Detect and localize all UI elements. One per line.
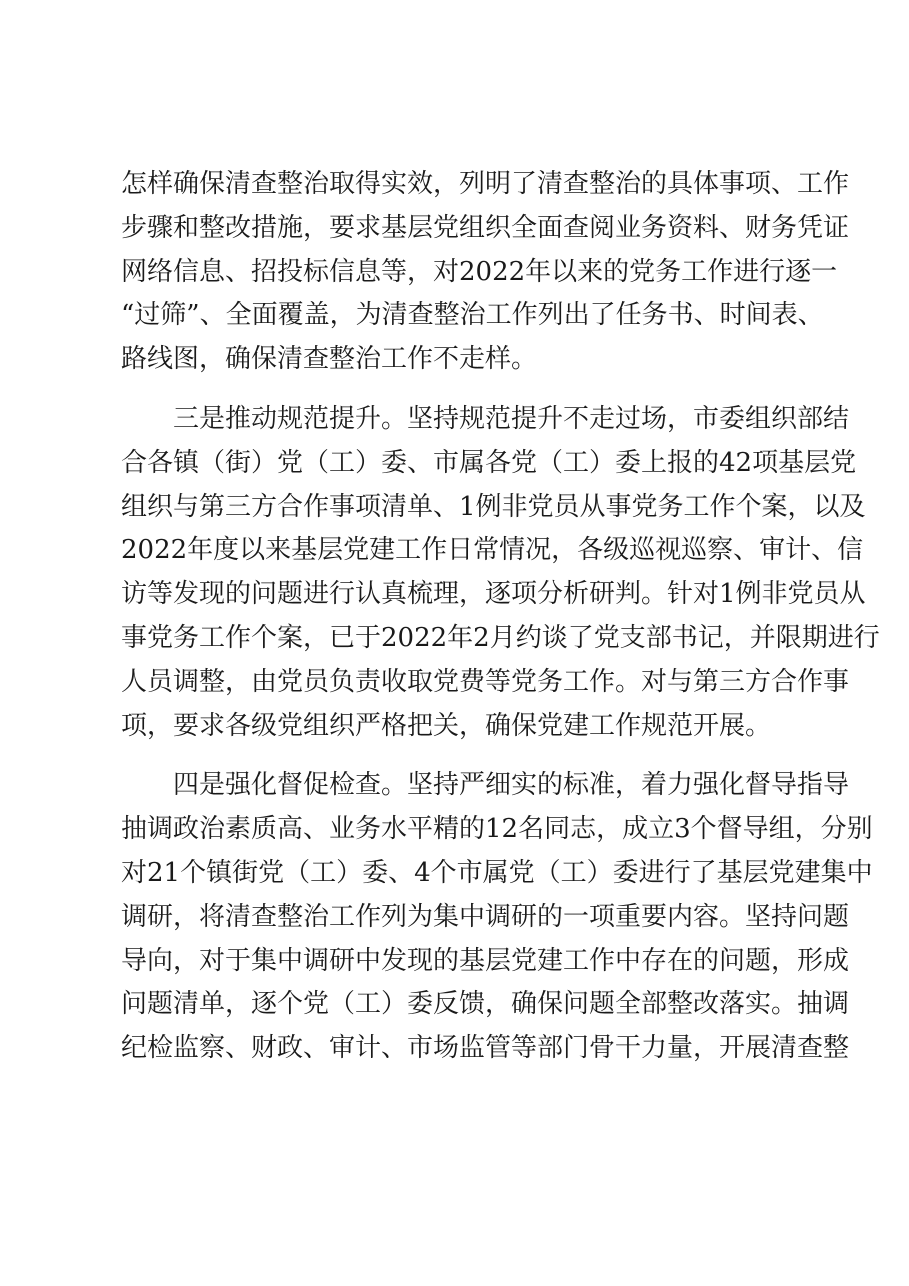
text-line: 四是强化督促检查。坚持严细实的标准，着力强化督导指导 (173, 770, 850, 801)
text-line: 怎样确保清查整治取得实效，列明了清查整治的具体事项、工作 (121, 169, 850, 199)
document-body (121, 163, 880, 1071)
paragraph-3 (121, 764, 873, 1071)
paragraph-2 (121, 398, 880, 748)
text-line: 网络信息、招投标信息等，对2022年以来的党务工作进行逐一 (121, 256, 838, 287)
text-line: 访等发现的问题进行认真梳理，逐项分析研判。针对1例非党员从 (121, 579, 866, 610)
text-line: 问题清单，逐个党（工）委反馈，确保问题全部整改落实。抽调 (121, 989, 850, 1020)
paragraph-gap (121, 382, 821, 398)
text-line: 项，要求各级党组织严格把关，确保党建工作规范开展。 (121, 710, 772, 741)
text-line: 事党务工作个案，已于2022年2月约谈了党支部书记，并限期进行 (121, 622, 880, 653)
text-line: 路线图，确保清查整治工作不走样。 (121, 344, 538, 375)
text-line: 步骤和整改措施，要求基层党组织全面查阅业务资料、财务凭证 (121, 212, 850, 243)
text-line: 组织与第三方合作事项清单、1例非党员从事党务工作个案，以及 (121, 491, 866, 522)
text-line: 合各镇（街）党（工）委、市属各党（工）委上报的42项基层党 (121, 447, 857, 478)
text-line: 人员调整，由党员负责收取党费等党务工作。对与第三方合作事 (121, 666, 850, 697)
text-line: 对21个镇街党（工）委、4个市属党（工）委进行了基层党建集中 (121, 857, 873, 888)
text-line: 三是推动规范提升。坚持规范提升不走过场，市委组织部结 (173, 403, 850, 434)
text-line: 纪检监察、财政、审计、市场监管等部门骨干力量，开展清查整 (121, 1033, 850, 1064)
text-line: 导向，对于集中调研中发现的基层党建工作中存在的问题，形成 (121, 945, 850, 976)
text-line: 抽调政治素质高、业务水平精的12名同志，成立3个督导组，分别 (121, 814, 873, 845)
text-line: “过筛”、全面覆盖，为清查整治工作列出了任务书、时间表、 (121, 300, 824, 331)
text-line: 2022年度以来基层党建工作日常情况，各级巡视巡察、审计、信 (121, 535, 864, 566)
paragraph-gap (121, 748, 821, 764)
text-line: 调研，将清查整治工作列为集中调研的一项重要内容。坚持问题 (121, 901, 850, 932)
paragraph-1 (121, 163, 850, 382)
